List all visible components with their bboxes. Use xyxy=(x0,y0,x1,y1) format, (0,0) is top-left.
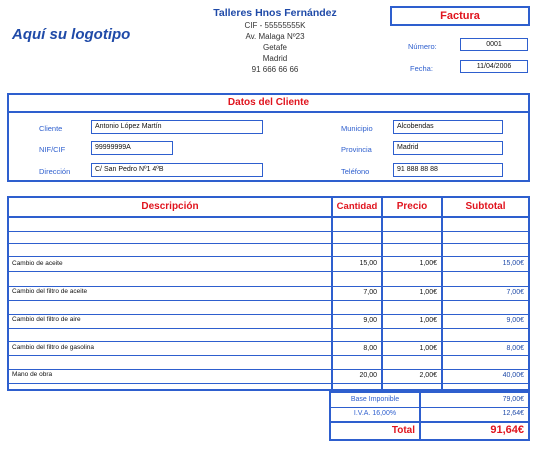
item-description: Cambio de aceite xyxy=(12,260,63,267)
col-header-quantity: Cantidad xyxy=(336,201,378,212)
item-subtotal: 40,00€ xyxy=(502,372,524,379)
invoice-number-label: Número: xyxy=(408,42,437,51)
row-line xyxy=(9,271,528,272)
invoice-number-field xyxy=(460,38,528,51)
invoice-title: Factura xyxy=(440,10,480,22)
totals-row-line xyxy=(331,407,528,408)
row-line xyxy=(9,355,528,356)
total-value: 91,64€ xyxy=(490,424,524,436)
invoice-title-box xyxy=(390,6,530,26)
item-quantity: 9,00 xyxy=(363,317,377,324)
items-table xyxy=(7,196,530,391)
item-description: Mano de obra xyxy=(12,371,53,378)
iva-label: I.V.A. 16,00% xyxy=(353,410,397,417)
col-header-price: Precio xyxy=(396,201,428,212)
client-value: Antonio López Martín xyxy=(95,123,162,130)
base-value: 79,00€ xyxy=(502,396,524,403)
item-subtotal: 9,00€ xyxy=(506,317,524,324)
company-info xyxy=(180,6,370,75)
company-province: Madrid xyxy=(262,54,288,63)
company-cif: CIF - 55555555K xyxy=(244,21,306,30)
col-header-subtotal: Subtotal xyxy=(465,201,506,212)
row-line xyxy=(9,243,528,244)
client-label: Cliente xyxy=(39,124,63,133)
client-section xyxy=(7,93,530,182)
telefono-label: Teléfono xyxy=(341,167,370,176)
item-price: 1,00€ xyxy=(419,289,437,296)
iva-value: 12,64€ xyxy=(502,410,524,417)
nif-label: NIF/CIF xyxy=(39,145,66,154)
provincia-value: Madrid xyxy=(397,144,419,151)
row-line xyxy=(9,314,528,315)
item-quantity: 8,00 xyxy=(363,345,377,352)
row-line xyxy=(9,341,528,342)
row-line xyxy=(9,231,528,232)
item-description: Cambio del filtro de aceite xyxy=(12,288,88,295)
item-price: 1,00€ xyxy=(419,260,437,267)
invoice-date-field xyxy=(460,60,528,73)
totals-row-line xyxy=(331,421,528,423)
municipio-label: Municipio xyxy=(341,124,373,133)
company-name: Talleres Hnos Fernández xyxy=(213,7,337,19)
municipio-value: Alcobendas xyxy=(397,123,434,130)
item-price: 1,00€ xyxy=(419,345,437,352)
item-quantity: 15,00 xyxy=(359,260,377,267)
company-address: Av. Malaga Nº23 xyxy=(245,32,305,41)
client-section-title: Datos del Cliente xyxy=(227,97,310,108)
client-field xyxy=(91,120,263,134)
item-quantity: 7,00 xyxy=(363,289,377,296)
municipio-field xyxy=(393,120,503,134)
totals-box xyxy=(329,391,530,441)
invoice-date-label: Fecha: xyxy=(410,64,433,73)
header-divider xyxy=(9,216,528,218)
row-line xyxy=(9,300,528,301)
row-line xyxy=(9,328,528,329)
item-subtotal: 7,00€ xyxy=(506,289,524,296)
nif-value: 99999999A xyxy=(95,144,131,151)
row-line xyxy=(9,369,528,370)
total-label: Total xyxy=(391,425,415,436)
provincia-field xyxy=(393,141,503,155)
item-description: Cambio del filtro de gasolina xyxy=(12,344,95,351)
nif-field xyxy=(91,141,173,155)
address-label: Dirección xyxy=(39,167,71,176)
item-description: Cambio del filtro de aire xyxy=(12,316,81,323)
company-city: Getafe xyxy=(262,43,287,52)
address-value: C/ San Pedro Nº1 4ºB xyxy=(95,166,164,173)
invoice-date: 11/04/2006 xyxy=(476,63,512,70)
provincia-label: Provincia xyxy=(341,145,372,154)
item-price: 1,00€ xyxy=(419,317,437,324)
client-section-header xyxy=(9,95,528,113)
logo-placeholder: Aquí su logotipo xyxy=(12,26,131,43)
row-line xyxy=(9,383,528,384)
base-label: Base Imponible xyxy=(350,396,400,403)
invoice-number: 0001 xyxy=(486,41,502,48)
item-subtotal: 15,00€ xyxy=(502,260,524,267)
item-quantity: 20,00 xyxy=(359,372,377,379)
row-line xyxy=(9,256,528,257)
col-header-description: Descripción xyxy=(141,201,199,212)
item-subtotal: 8,00€ xyxy=(506,345,524,352)
item-price: 2,00€ xyxy=(419,372,437,379)
company-phone: 91 666 66 66 xyxy=(251,65,299,74)
address-field xyxy=(91,163,263,177)
telefono-field xyxy=(393,163,503,177)
telefono-value: 91 888 88 88 xyxy=(397,166,438,173)
